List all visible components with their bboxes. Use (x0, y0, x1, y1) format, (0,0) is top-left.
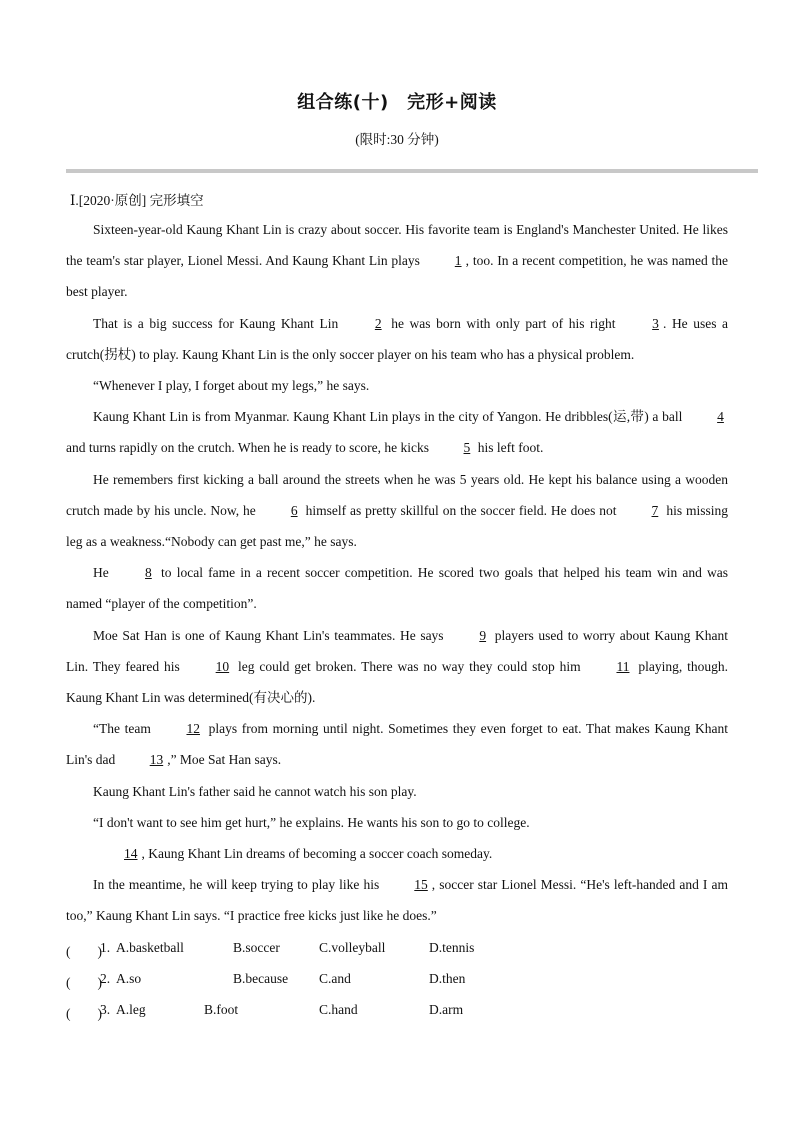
passage-text: . He uses a crutch(拐杖) to play. Kaung Khant Lin is the only soccer player on his team who has a physical problem. (66, 315, 728, 362)
option-b: B.foot (204, 1002, 239, 1018)
blank-14: 14 (124, 846, 138, 862)
blank-12: 12 (186, 721, 200, 737)
paragraph (66, 776, 728, 807)
answer-paren[interactable]: ( ) (66, 944, 102, 959)
blank-7: 7 (651, 502, 659, 518)
passage-text: and turns rapidly on the crutch. When he is ready to score, he kicks (66, 440, 433, 456)
question-number: 2. (100, 971, 111, 987)
passage-text: players used to worry about Kaung Khant Lin. They feared his (66, 627, 728, 674)
question-row (66, 965, 726, 996)
passage-text: “The team (93, 721, 156, 737)
passage-text: playing, though. Kaung Khant Lin was determined(有决心的). (66, 658, 728, 706)
paragraph (66, 807, 728, 838)
question-row (66, 996, 726, 1027)
paragraph (66, 869, 728, 931)
option-a: A.basketball (116, 940, 184, 955)
passage-text: He (93, 565, 114, 581)
passage-text: himself as pretty skillful on the soccer field. He does not (301, 502, 621, 518)
passage-text: to local fame in a recent soccer competition. He scored two goals that helped his team win and was named “player of the competition”. (66, 565, 728, 612)
option-b: B.because (233, 971, 289, 987)
option-b: B.soccer (233, 940, 280, 955)
blank-9: 9 (479, 627, 487, 643)
paragraph (66, 838, 728, 869)
paragraph (66, 214, 728, 308)
blank-5: 5 (463, 440, 471, 456)
passage-text: Moe Sat Han is one of Kaung Khant Lin's teammates. He says (93, 627, 449, 643)
passage-text: ,” Moe Sat Han says. (167, 752, 282, 768)
paragraph (66, 713, 728, 775)
paragraph (66, 308, 728, 370)
paragraph (66, 370, 728, 401)
paragraph (66, 620, 728, 714)
passage-text: leg could get broken. There was no way they could stop him (233, 658, 586, 674)
blank-6: 6 (290, 502, 298, 518)
blank-15: 15 (414, 877, 428, 893)
question-number: 1. (100, 940, 111, 955)
option-c: C.and (319, 971, 351, 987)
blank-13: 13 (149, 752, 164, 768)
option-a: A.leg (116, 1002, 146, 1018)
passage-text: Kaung Khant Lin's father said he cannot watch his son play. (93, 783, 417, 799)
passage-text: his missing leg as a weakness.“Nobody can get past me,” he says. (66, 502, 728, 550)
passage-text: his left foot. (474, 440, 544, 456)
blank-3: 3 (652, 315, 659, 331)
option-d: D.arm (429, 1002, 464, 1018)
passage-text: In the meantime, he will keep trying to play like his (93, 877, 384, 893)
passage-text: he was born with only part of his right (385, 315, 622, 331)
cloze-passage (66, 214, 728, 932)
option-c: C.hand (319, 1002, 358, 1018)
passage-text: Kaung Khant Lin is from Myanmar. Kaung Khant Lin plays in the city of Yangon. He dribbles(运,带) a ball (93, 409, 686, 425)
page-title: 组合练(十) 完形+阅读 (297, 92, 497, 113)
passage-text: He remembers first kicking a ball around the streets when he was 5 years old. He kept his balance using a wooden crutch made by his uncle. Now, he (66, 471, 728, 518)
passage-text: plays from morning until night. Sometimes they even forget to eat. That makes Kaung Khant Lin's dad (66, 721, 728, 768)
section-heading: Ⅰ.[2020·原创] 完形填空 (70, 193, 204, 208)
question-number: 3. (100, 1002, 111, 1018)
answer-paren[interactable]: ( ) (66, 1006, 102, 1022)
blank-2: 2 (374, 315, 382, 331)
passage-text: Sixteen-year-old Kaung Khant Lin is crazy about soccer. His favorite team is England's Manchester United. He likes the team's star player, Lionel Messi. And Kaung Khant Lin plays (66, 222, 728, 269)
passage-text: , soccer star Lionel Messi. “He's left-handed and I am too,” Kaung Khant Lin says. “I practice free kicks just like he does.” (66, 877, 728, 924)
option-c: C.volleyball (319, 940, 386, 955)
paragraph (66, 464, 728, 558)
option-d: D.then (429, 971, 466, 987)
passage-text: “Whenever I play, I forget about my legs,” he says. (93, 378, 370, 394)
passage-text: “I don't want to see him get hurt,” he explains. He wants his son to go to college. (93, 814, 530, 830)
passage-text: That is a big success for Kaung Khant Lin (93, 315, 344, 331)
time-limit: (限时:30 分钟) (355, 132, 439, 147)
question-options (66, 934, 726, 1028)
divider (66, 169, 758, 173)
paragraph (66, 557, 728, 619)
option-d: D.tennis (429, 940, 475, 955)
question-row (66, 934, 726, 965)
answer-paren[interactable]: ( ) (66, 975, 102, 991)
passage-text: , too. In a recent competition, he was named the best player. (66, 253, 728, 300)
passage-text: , Kaung Khant Lin dreams of becoming a soccer coach someday. (141, 846, 493, 862)
paragraph (66, 401, 728, 463)
blank-11: 11 (616, 658, 630, 674)
blank-4: 4 (717, 409, 724, 425)
blank-8: 8 (145, 565, 152, 581)
blank-1: 1 (454, 253, 462, 269)
option-a: A.so (116, 971, 142, 987)
blank-10: 10 (215, 658, 230, 674)
